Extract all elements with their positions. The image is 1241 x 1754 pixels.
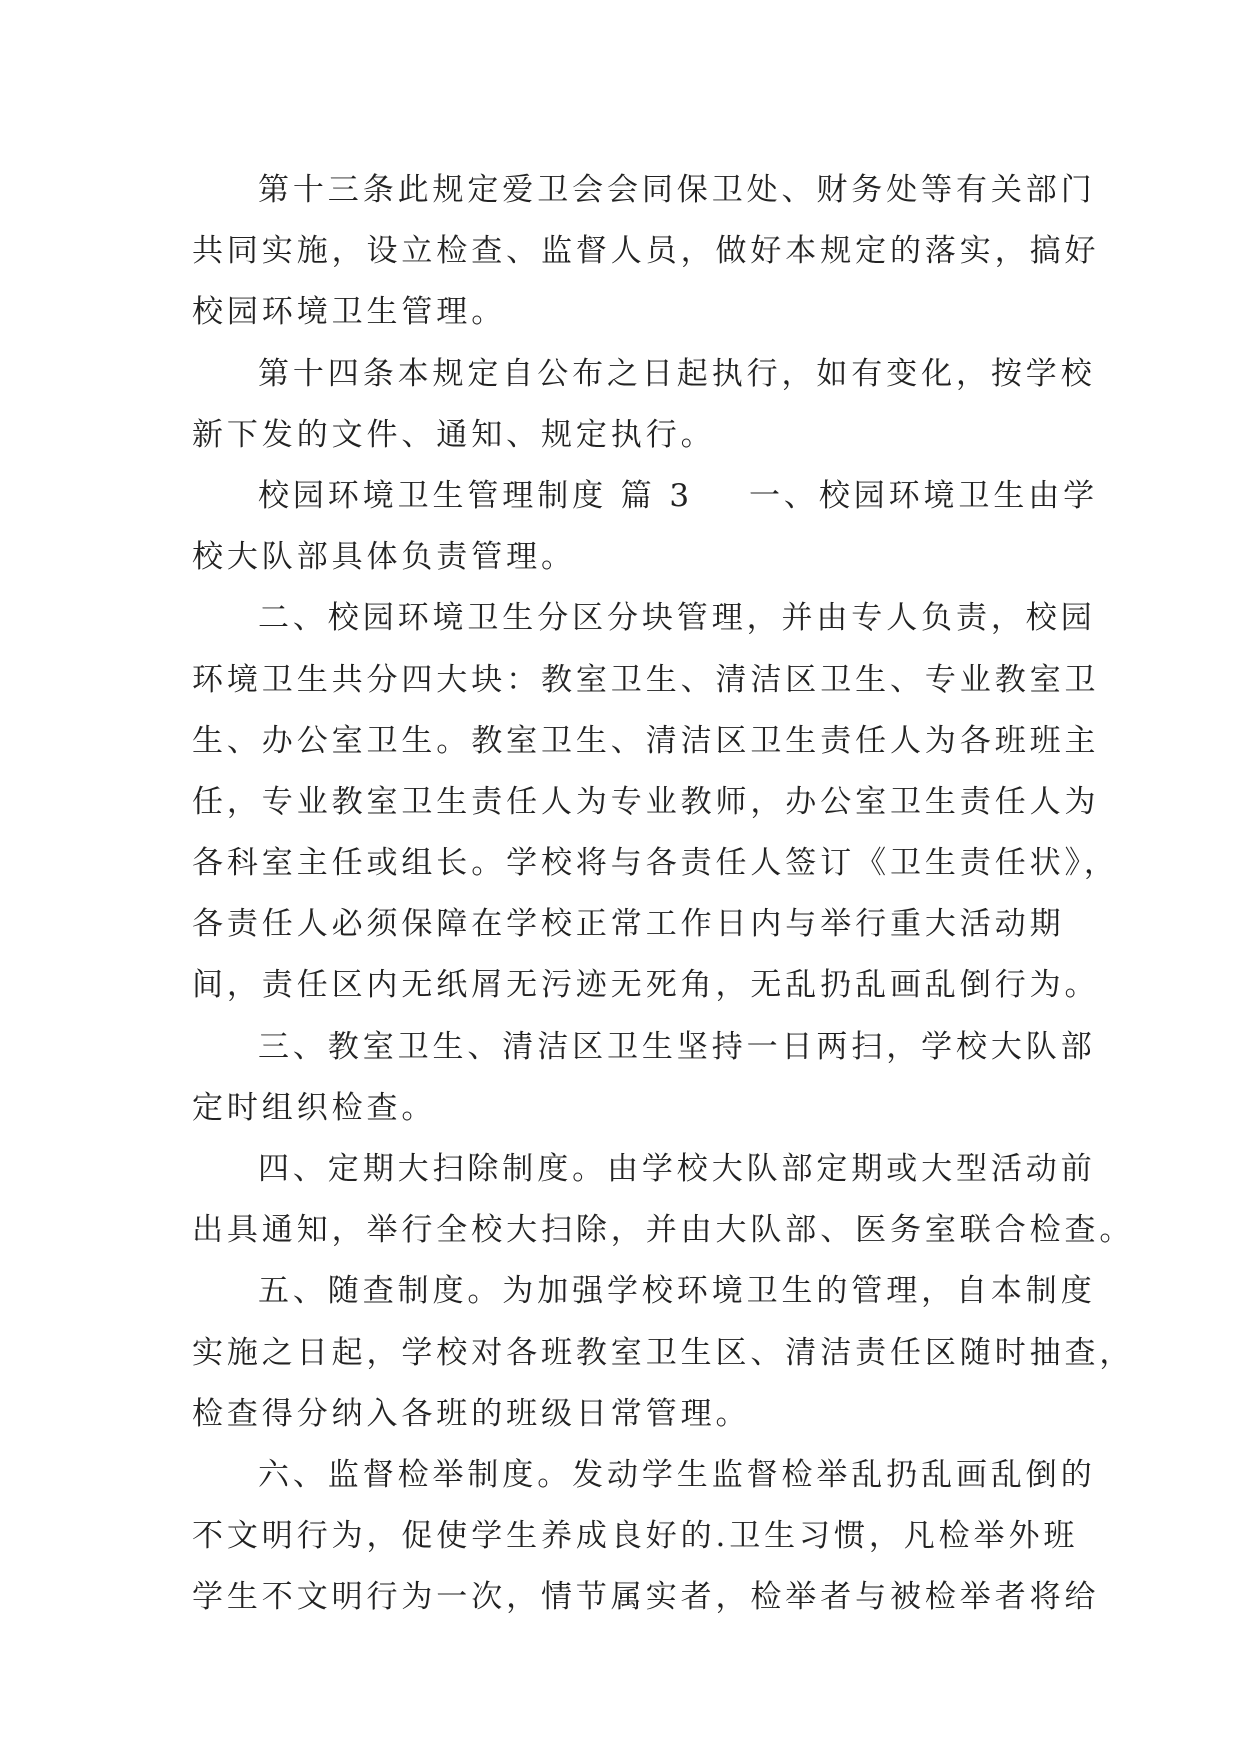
paragraph-item-2-line-2: 环境卫生共分四大块：教室卫生、清洁区卫生、专业教室卫	[192, 661, 1100, 698]
section-title: 校园环境卫生管理制度 篇 3	[258, 477, 694, 514]
paragraph-article-13-line-1: 第十三条此规定爱卫会会同保卫处、财务处等有关部门	[258, 172, 1096, 208]
paragraph-item-2-line-7: 间，责任区内无纸屑无污迹无死角，无乱扔乱画乱倒行为。	[192, 967, 1100, 1004]
paragraph-item-4-line-1: 四、定期大扫除制度。由学校大队部定期或大型活动前	[258, 1151, 1096, 1187]
paragraph-item-2-line-3: 生、办公室卫生。教室卫生、清洁区卫生责任人为各班班主	[192, 722, 1100, 759]
paragraph-item-6-line-3: 学生不文明行为一次，情节属实者，检举者与被检举者将给	[192, 1579, 1100, 1616]
paragraph-item-3-line-1: 三、教室卫生、清洁区卫生坚持一日两扫，学校大队部	[258, 1028, 1096, 1065]
paragraph-item-2-line-5: 各科室主任或组长。学校将与各责任人签订《卫生责任状》，	[192, 845, 1119, 882]
paragraph-article-13-line-3: 校园环境卫生管理。	[192, 294, 507, 331]
paragraph-item-2-line-1: 二、校园环境卫生分区分块管理，并由专人负责，校园	[258, 600, 1096, 637]
paragraph-article-14-line-2: 新下发的文件、通知、规定执行。	[192, 416, 716, 453]
paragraph-item-3-line-2: 定时组织检查。	[192, 1089, 437, 1126]
paragraph-item-5-line-2: 实施之日起，学校对各班教室卫生区、清洁责任区随时抽查，	[192, 1334, 1135, 1371]
paragraph-item-2-line-6: 各责任人必须保障在学校正常工作日内与举行重大活动期	[192, 906, 1065, 943]
paragraph-item-4-line-2: 出具通知，举行全校大扫除，并由大队部、医务室联合检查。	[192, 1212, 1135, 1249]
paragraph-article-13-line-2: 共同实施，设立检查、监督人员，做好本规定的落实，搞好	[192, 233, 1100, 270]
paragraph-item-5-line-1: 五、随查制度。为加强学校环境卫生的管理，自本制度	[258, 1273, 1096, 1310]
paragraph-item-1-line-2: 校大队部具体负责管理。	[192, 539, 576, 576]
section-heading-line	[192, 466, 1099, 527]
paragraph-item-2-line-4: 任，专业教室卫生责任人为专业教师，办公室卫生责任人为	[192, 783, 1100, 820]
item-1-start: 一、校园环境卫生由学	[749, 477, 1099, 514]
paragraph-item-6-line-1: 六、监督检举制度。发动学生监督检举乱扔乱画乱倒的	[258, 1456, 1096, 1493]
paragraph-item-5-line-3: 检查得分纳入各班的班级日常管理。	[192, 1395, 751, 1432]
paragraph-article-14-line-1: 第十四条本规定自公布之日起执行，如有变化，按学校	[258, 355, 1096, 392]
paragraph-item-6-line-2: 不文明行为，促使学生养成良好的.卫生习惯，凡检举外班	[192, 1518, 1079, 1555]
document-body	[192, 160, 1135, 1629]
